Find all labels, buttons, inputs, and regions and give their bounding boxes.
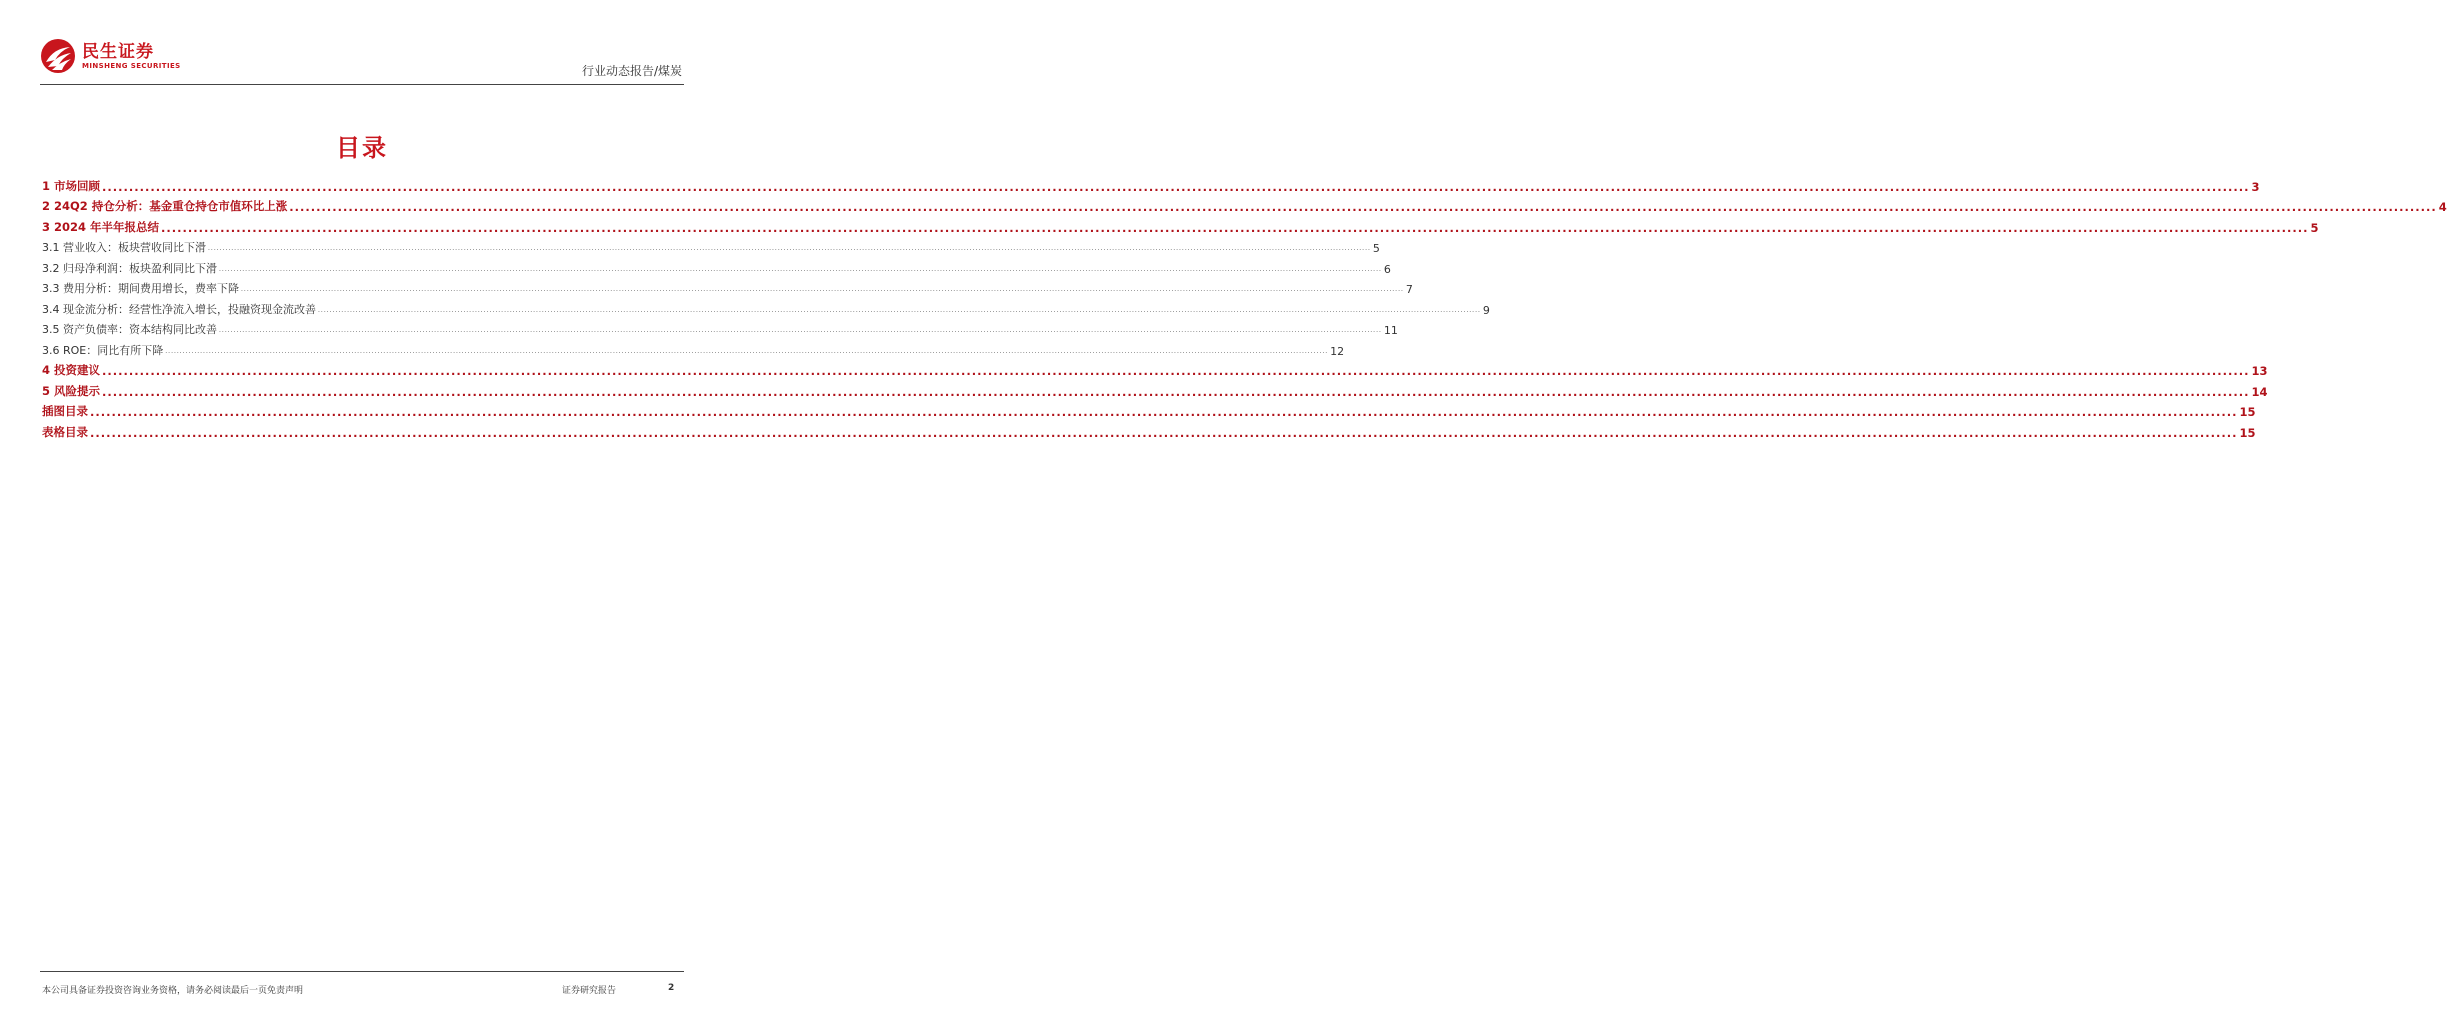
toc-entry-title: 插图目录 [42,404,88,418]
toc-entry-page: 4 [2438,200,2447,214]
toc-entry[interactable] [42,399,2256,420]
toc-entry[interactable] [42,378,2268,399]
minsheng-logo-icon [40,38,76,74]
footer-disclaimer: 本公司具备证券投资咨询业务资格，请务必阅读最后一页免责声明 [42,986,304,996]
toc-entry[interactable] [42,194,2447,215]
toc-entry-title: 表格目录 [42,424,88,439]
toc-entry-page: 6 [1383,262,1391,276]
toc-leader-dots: ................................................................................................................................................................................................................................................................................................................................................................................................................ [241,286,1404,293]
toc-entry-title: 3.4 现金流分析：经营性净流入增长，投融资现金流改善 [42,302,316,316]
toc-entry[interactable] [42,235,1380,256]
toc-entry[interactable] [42,419,2256,440]
toc-leader-dots: ................................................................................................................................................................................................................................................................................................................................................................................................................ [289,200,2437,214]
toc-entry[interactable] [42,296,1490,317]
toc-entry-page: 11 [1383,324,1398,337]
toc-entry-title: 2 24Q2 持仓分析：基金重仓持仓市值环比上涨 [42,199,288,213]
report-type: 行业动态报告/煤炭 [581,64,682,78]
toc-entry-page: 3 [2251,179,2260,194]
toc-leader-dots: ................................................................................................................................................................................................................................................................................................................................................................................................................ [161,220,2309,235]
toc-leader-dots: ................................................................................................................................................................................................................................................................................................................................................................................................................ [208,245,1371,252]
company-logo [40,38,181,74]
toc-entry-title: 4 投资建议 [42,363,101,377]
toc-entry-page: 15 [2239,405,2256,419]
page-number: 2 [668,983,675,993]
toc-leader-dots: ................................................................................................................................................................................................................................................................................................................................................................................................................ [219,265,1382,273]
logo-chinese-name: 民生证券 [82,41,154,62]
toc-leader-dots: ................................................................................................................................................................................................................................................................................................................................................................................................................ [90,425,2238,440]
table-of-contents [42,173,2447,440]
toc-entry-page: 15 [2239,425,2256,440]
toc-entry[interactable] [42,276,1413,297]
toc-entry-page: 7 [1405,283,1413,296]
toc-title: 目录 [336,134,388,162]
toc-entry[interactable] [42,214,2319,235]
toc-entry[interactable] [42,337,1345,358]
toc-entry-page: 12 [1330,344,1345,358]
footer-label: 证券研究报告 [562,986,617,996]
toc-entry-page: 9 [1482,303,1490,317]
toc-leader-dots: ................................................................................................................................................................................................................................................................................................................................................................................................................ [102,364,2250,378]
toc-entry-page: 5 [1372,242,1380,255]
toc-entry-page: 13 [2251,364,2268,378]
toc-leader-dots: ................................................................................................................................................................................................................................................................................................................................................................................................................ [102,384,2250,399]
toc-entry[interactable] [42,255,1391,276]
toc-entry-title: 3.2 归母净利润：板块盈利同比下滑 [42,261,217,275]
footer-divider [40,971,684,972]
toc-entry-title: 1 市场回顾 [42,178,101,193]
logo-english-name: MINSHENG SECURITIES [82,61,181,70]
toc-entry[interactable] [42,173,2260,194]
page-header [40,38,684,86]
toc-entry-title: 5 风险提示 [42,383,101,398]
toc-entry-title: 3.1 营业收入：板块营收同比下滑 [42,241,206,254]
toc-entry-title: 3 2024 年半年报总结 [42,219,160,234]
toc-entry-title: 3.6 ROE：同比有所下降 [42,343,164,357]
toc-entry-title: 3.5 资产负债率：资本结构同比改善 [42,323,217,336]
toc-leader-dots: ................................................................................................................................................................................................................................................................................................................................................................................................................ [318,306,1481,314]
toc-leader-dots: ................................................................................................................................................................................................................................................................................................................................................................................................................ [219,327,1382,334]
toc-leader-dots: ................................................................................................................................................................................................................................................................................................................................................................................................................ [165,347,1329,355]
toc-entry[interactable] [42,317,1398,338]
toc-leader-dots: ................................................................................................................................................................................................................................................................................................................................................................................................................ [102,179,2250,194]
toc-entry-page: 5 [2310,220,2319,235]
toc-leader-dots: ................................................................................................................................................................................................................................................................................................................................................................................................................ [90,405,2238,419]
toc-entry[interactable] [42,358,2268,379]
toc-entry-page: 14 [2251,384,2268,399]
toc-entry-title: 3.3 费用分析：期间费用增长，费率下降 [42,282,239,295]
header-divider [40,84,684,85]
